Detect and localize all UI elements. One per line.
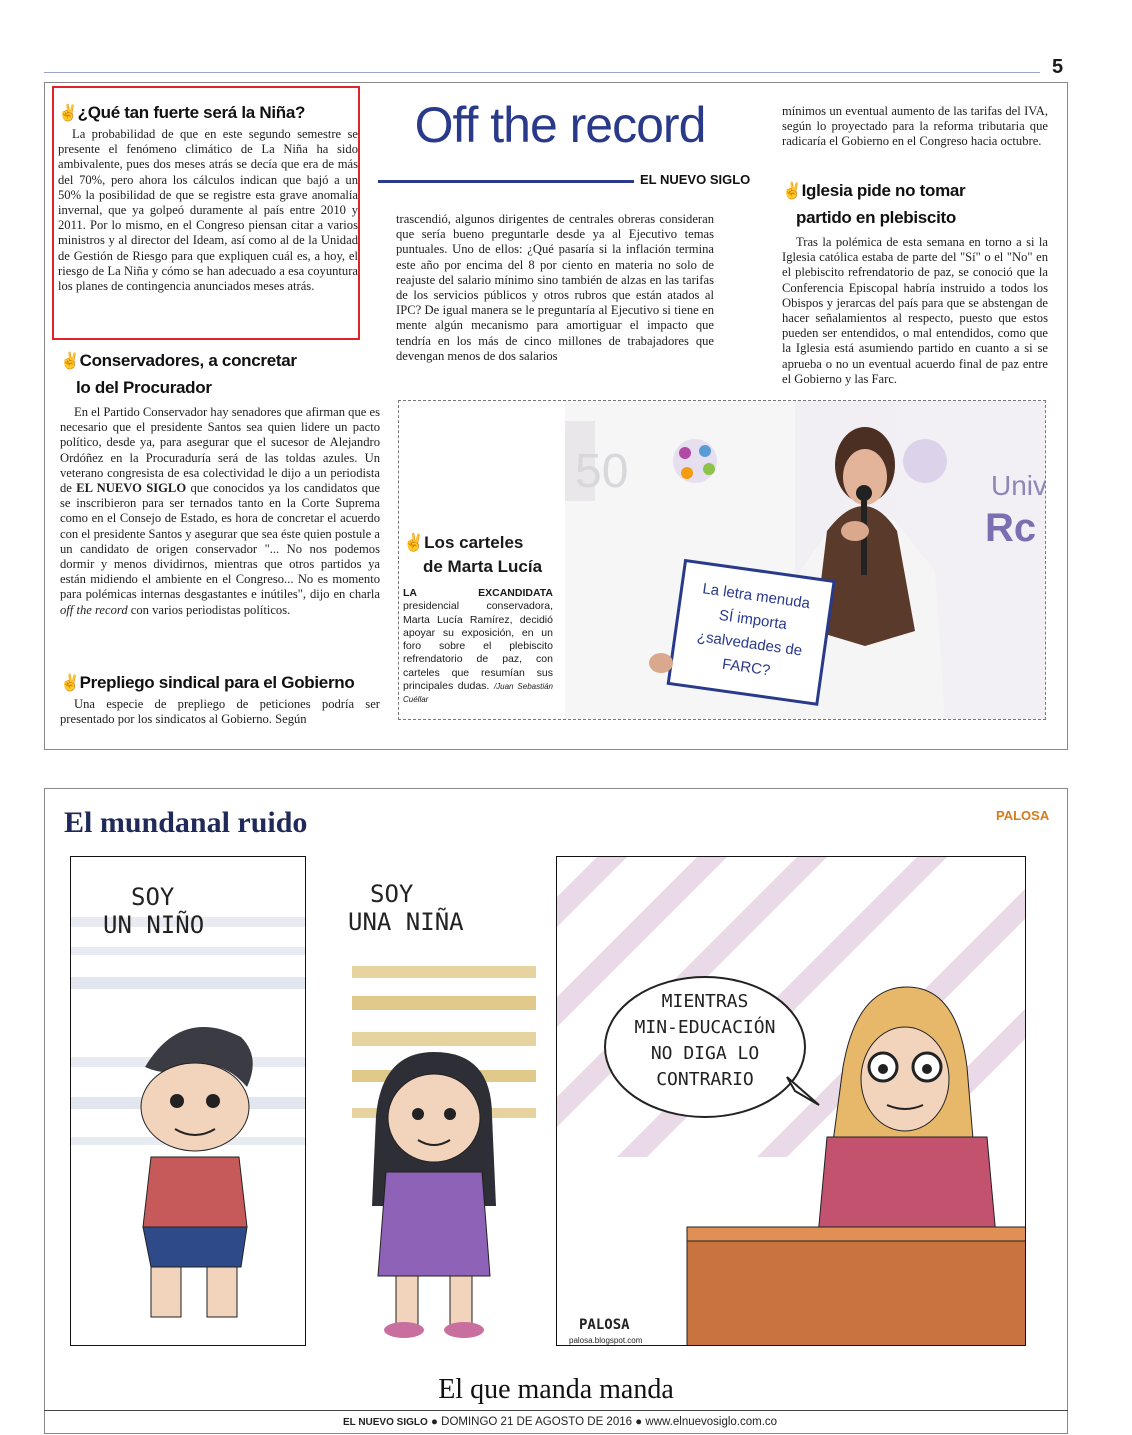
panel-2-drawing <box>322 856 536 1346</box>
svg-text:Rc: Rc <box>985 506 1037 550</box>
article-conservadores-headline: ✌Conservadores, a concretar <box>60 351 297 370</box>
peace-hand-icon: ✌ <box>403 533 425 552</box>
svg-text:SOY: SOY <box>370 880 414 908</box>
panel-3-drawing <box>557 857 1026 1346</box>
article-conservadores <box>60 350 380 618</box>
svg-text:Univ: Univ <box>991 470 1047 501</box>
photo-box <box>398 400 1046 720</box>
footer-url[interactable]: www.elnuevosiglo.com.co <box>645 1416 778 1428</box>
svg-text:NO DIGA LO: NO DIGA LO <box>650 1043 760 1064</box>
peace-hand-icon: ✌ <box>782 183 802 200</box>
masthead-rule <box>378 180 634 183</box>
page-number: 5 <box>1052 56 1064 78</box>
peace-hand-icon: ✌ <box>60 675 80 692</box>
article-iglesia-headline-2: partido en plebiscito <box>796 208 956 227</box>
photo-caption <box>403 531 553 707</box>
article-right-top-body: mínimos un eventual aumento de las tarifas del IVA, según lo proyectado para la reforma tributaria que radicaría el Gobierno en el Congreso hacia octubre. <box>782 104 1048 149</box>
cartoon-caption: El que manda manda <box>438 1374 674 1405</box>
photo-marta-lucia <box>565 401 1046 720</box>
svg-text:MIENTRAS: MIENTRAS <box>661 991 749 1012</box>
svg-text:CONTRARIO: CONTRARIO <box>656 1069 754 1090</box>
footer-rule <box>44 1410 1068 1411</box>
peace-hand-icon: ✌ <box>58 105 78 122</box>
article-iglesia <box>782 180 1048 387</box>
cartoon-panel-1 <box>70 856 306 1346</box>
article-conservadores-headline-2: lo del Procurador <box>76 378 212 397</box>
article-nina <box>58 102 358 294</box>
svg-text:MIN-EDUCACIÓN: MIN-EDUCACIÓN <box>634 1017 776 1038</box>
photo-caption-text: LA EXCANDIDATA presidencial conservadora, Marta Lucía Ramírez, decidió apoyar su exposición, en un foro sobre el plebiscito refrendatorio de paz, con carteles que resumían sus principales dudas. /Juan Sebastián Cuéllar <box>403 587 553 705</box>
cartoon-section-title: El mundanal ruido <box>64 806 308 839</box>
panel-1-drawing <box>71 857 306 1346</box>
bullet-icon: ● <box>430 1416 438 1428</box>
top-rule <box>44 72 1040 73</box>
article-middle-body: trascendió, algunos dirigentes de centrales obreras consideran que sería bueno preguntarle desde ya al Ejecutivo temas puntuales. Uno de ellos: ¿Qué pasaría si la inflación termina este año por encima del 8 por ciento en materia no solo de reajuste del salario mínimo sino también de alzas en las tarifas de los servicios públicos y otros rubros que están atados al IPC? De igual manera se le preguntaría al Ejecutivo si tiene en mente algún mecanismo para amortiguar el impacto que tendría en los más de cinco millones de trabajadores que devengan menos de dos salarios <box>396 212 714 363</box>
bullet-icon: ● <box>635 1416 643 1428</box>
article-iglesia-body: Tras la polémica de esta semana en torno a si la Iglesia católica estaba de parte del "Sí" o el "No" en el plebiscito refrendatorio de paz, se conoció que la Conferencia Episcopal habría instruido a todos los Obispos y jerarcas del país para que se abstengan de hacer señalamientos al respecto, puesto que estos pueden ser entendidos, o mal entendidos, como que la Iglesia está asumiendo partido en cuanto a si se aprueba o no un eventual acuerdo final de paz entre el Gobierno y las Farc. <box>782 235 1048 386</box>
svg-text:UN NIÑO: UN NIÑO <box>103 911 205 939</box>
cartoon-panel-2 <box>322 856 536 1346</box>
article-pliego-body: Una especie de prepliego de peticiones podría ser presentado por los sindicatos al Gobierno. Según <box>60 697 380 727</box>
footer <box>300 1416 820 1428</box>
article-nina-body: La probabilidad de que en este segundo semestre se presente el fenómeno climático de La Niña ha sido ambivalente, pues dos meses atrás se decía que era de más del 70%, pero ahora los cálculos indican que bajó a un 50% la posibilidad de que se registre esta grave anomalía invernal, que ya golpeó duramente al país entre 2010 y 2011. Por lo mismo, en el Congreso piensan citar a varios ministros y al director del Ideam, así como al de la Unidad de Gestión de Riesgo para que expliquen cuál es, a hoy, el riesgo de La Niña y cómo se han adecuado a esa coyuntura los planes de contingencia anunciados meses atrás. <box>58 127 358 294</box>
article-nina-headline: ✌¿Qué tan fuerte será la Niña? <box>58 103 306 122</box>
peace-hand-icon: ✌ <box>60 353 80 370</box>
photo-headline-2: de Marta Lucía <box>423 557 543 576</box>
cartoon-panel-3 <box>556 856 1026 1346</box>
masthead-title: Off the record <box>414 97 706 153</box>
svg-text:UNA NIÑA: UNA NIÑA <box>348 908 464 936</box>
masthead-publication: EL NUEVO SIGLO <box>640 172 751 187</box>
svg-text:FARC?: FARC? <box>721 655 772 680</box>
article-pliego-headline: ✌Prepliego sindical para el Gobierno <box>60 673 355 692</box>
svg-text:PALOSA: PALOSA <box>579 1317 630 1333</box>
svg-text:La letra menuda: La letra menuda <box>701 580 812 613</box>
article-conservadores-body: En el Partido Conservador hay senadores que afirman que es necesario que el presidente Santos sea quien lidere un pacto político, desde ya, para asegurar que el sucesor de Alejandro Ordóñez en la Procuraduría será de las toldas azules. Un veterano congresista de esa colectividad le dijo a un periodista de EL NUEVO SIGLO que conocidos ya los candidatos que se inscribieron para ser ternados tanto en la Corte Suprema como en el Consejo de Estado, es hora de concretar el acuerdo con el presidente Santos y asegurar que sea éste quien postule a un candidato de origen conservador "... No nos podemos dormir y menos dividirnos, mientras que otros partidos ya están midiendo el ambiente en el Congreso... No es momento para polémicas internas desgastantes e inútiles", dijo en charla off the record con varios periodistas políticos. <box>60 405 381 617</box>
svg-text:palosa.blogspot.com: palosa.blogspot.com <box>569 1336 643 1345</box>
svg-text:SOY: SOY <box>131 883 175 911</box>
svg-text:¿salvedades de: ¿salvedades de <box>695 627 804 660</box>
svg-text:50: 50 <box>575 445 629 498</box>
footer-publication: EL NUEVO SIGLO <box>342 1417 428 1428</box>
photo-headline: ✌Los carteles <box>403 533 524 552</box>
article-pliego <box>60 672 380 727</box>
footer-date: DOMINGO 21 DE AGOSTO DE 2016 <box>441 1416 633 1428</box>
cartoon-author: PALOSA <box>996 808 1050 823</box>
svg-text:SÍ importa: SÍ importa <box>717 606 788 634</box>
article-iglesia-headline: ✌Iglesia pide no tomar <box>782 181 966 200</box>
